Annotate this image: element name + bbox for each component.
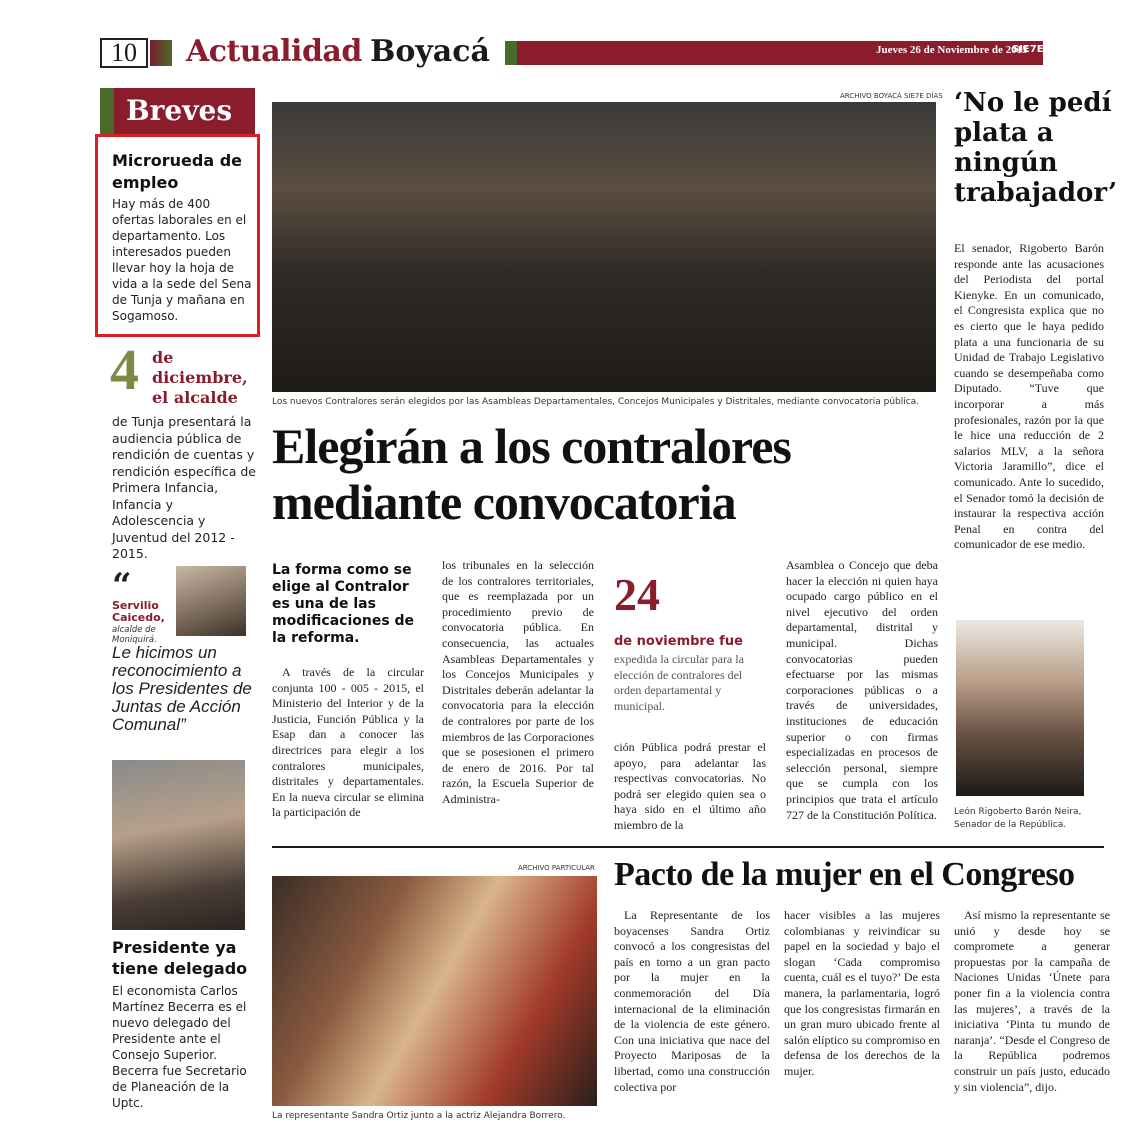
main-photo-caption: Los nuevos Contralores serán elegidos por las Asambleas Departamentales, Concejos Municipales y Distritales, mediante convocatoria pública. xyxy=(272,397,920,407)
bottom-column-1: La Representante de los boyacenses Sandra Ortiz convocó a los congresistas del país en torno a un gran pacto por la mujer en la conmemoración del Día internacional de la eliminación de la violencia de este género. Con una iniciativa que nace del Proyecto Mariposas de la libertad, como una construcción colectiva por xyxy=(614,908,770,1094)
side-headline: ‘No le pedí plata a ningún trabajador’ xyxy=(954,88,1118,208)
briefs-label: Breves xyxy=(126,94,233,127)
main-lead: La forma como se elige al Contralor es una de las modificaciones de la reforma. xyxy=(272,562,415,646)
brief-title-delegate: Presidente ya tiene delegado xyxy=(112,938,248,978)
senator-photo xyxy=(956,620,1084,796)
region-title: Boyacá xyxy=(370,34,490,69)
bottom-headline: Pacto de la mujer en el Congreso xyxy=(614,856,1075,893)
brief-text-job-fair: Hay más de 400 ofertas laborales en el departamento. Los interesados pueden llevar hoy la hoja de vida a la sede del Sena de Tunja y mañana en Sogamoso. xyxy=(112,197,252,323)
section-title: Actualidad xyxy=(186,34,362,69)
main-column-4: Asamblea o Concejo que deba hacer la elección ni quien haya ocupado cargo público en el nivel ejecutivo del orden departamental, distrital y municipal. Dichas convocatorias pueden efectuarse por las mismas corporaciones públicas o a través de universidades, instituciones de educación superior o con firmas especializadas en procesos de selección personal, siempre que se cumpla con los principios que trata el artículo 727 de la Constitución Política. xyxy=(786,558,938,822)
main-column-2: los tribunales en la selección de los contralores territoriales, que es reemplazada por un procedimiento previo de convocatoria pública. En consecuencia, las actuales Asambleas Departamentales y los Concejos Municipales y Distritales deberán adelantar la convocatoria para la elección de contralores por parte de los miembros de las Corporaciones que se posesionen el primero de enero de 2016. Por tal razón, la Escuela Superior de Administra- xyxy=(442,558,594,806)
brief-title-job-fair: Microrueda de empleo xyxy=(112,151,243,192)
brief-number-lead: de diciembre, el alcalde xyxy=(152,348,248,407)
header-accent-bar xyxy=(150,40,172,66)
quote-author-role: alcalde de Moniquirá. xyxy=(112,625,157,645)
main-headline: Elegirán a los contralores mediante convocatoria xyxy=(272,418,791,530)
brief-number: 4 xyxy=(110,337,139,402)
main-column-3: ción Pública podrá prestar el apoyo, para adelantar las respectivas convocatorias. No podrá ser elegido quien sea o haya sido en el último año miembro de la xyxy=(614,740,766,832)
highlight-number: 24 xyxy=(614,569,660,620)
senator-caption: León Rigoberto Barón Neira, Senador de la República. xyxy=(954,807,1082,830)
issue-date: Jueves 26 de Noviembre de 2015 xyxy=(876,44,1028,56)
bottom-column-2: hacer visibles a las mujeres colombianas y reivindicar su papel en la sociedad y bajo el slogan ‘Cada compromiso cuenta, cuál es el tuyo?’ De esta manera, la parlamentaria, logró que los congresistas firmarán en un gran muro ubicado frente al salón elíptico su compromiso en defensa de los derechos de la mujer. xyxy=(784,908,940,1078)
brief-text-delegate: El economista Carlos Martínez Becerra es el nuevo delegado del Presidente ante el Consejo Superior. Becerra fue Secretario de Planeación de la Uptc. xyxy=(112,984,247,1110)
page-number: 10 xyxy=(100,38,148,68)
section-divider xyxy=(272,846,1104,848)
main-photo-credit: ARCHIVO BOYACÁ SIE7E DÍAS xyxy=(840,92,943,100)
bottom-photo-caption: La representante Sandra Ortiz junto a la actriz Alejandra Borrero. xyxy=(272,1111,566,1121)
highlight-text: expedida la circular para la elección de contralores del orden departamental y municipal. xyxy=(614,652,744,713)
assembly-photo xyxy=(272,102,936,392)
quote-author: Servilio Caicedo, xyxy=(112,599,165,624)
bottom-column-3: Así mismo la representante se unió y desde hoy se compromete a generar propuestas por la campaña de Naciones Unidas ‘Únete para poner fin a la violencia contra las mujeres’, a través de la iniciativa ‘Pinta tu mundo de naranja’. “Desde el Congreso de la República podremos construir un país justo, educado y sin violencia”, dijo. xyxy=(954,908,1110,1094)
brief-number-text: de Tunja presentará la audiencia pública de rendición de cuentas y rendición específica de Primera Infancia, Infancia y Adolescencia y Juventud del 2012 - 2015. xyxy=(112,414,256,561)
bottom-photo-credit: ARCHIVO PARTICULAR xyxy=(518,864,595,872)
delegate-photo xyxy=(112,760,245,930)
header-band-accent xyxy=(505,41,517,65)
side-article-body: El senador, Rigoberto Barón responde ante las acusaciones del Periodista del portal Kienyke. En un comunicado, el Congresista explica que no es cierto que le haya pedido plata a una funcionaria de su Unidad de Trabajo Legislativo cuando se desempeñaba como Diputado. “Tuve que incorporar a más profesionales, razón por la que le hice una reducción de 2 salarios MLV, a la señora Victoria Jaramillo”, dice el comunicado. Ante lo sucedido, el Senador tomó la decisión de instaurar la respectiva acción Penal en contra del comunicador de ese medio. xyxy=(954,241,1104,552)
quote-icon: “ xyxy=(112,566,132,606)
quote-text: Le hicimos un reconocimiento a los Presidentes de Juntas de Acción Comunal” xyxy=(112,643,252,734)
highlight-lead: de noviembre fue xyxy=(614,634,743,649)
quote-author-photo xyxy=(176,566,246,636)
congress-event-photo xyxy=(272,876,597,1106)
main-column-1: A través de la circular conjunta 100 - 005 - 2015, el Ministerio del Interior y de la Justicia, Función Pública y la Esap dan a conocer las directrices para elegir a los contralores municipales, distritales y departamentales. En la nueva circular se elimina la participación de xyxy=(272,665,424,820)
newspaper-brand: SIE7E DÍAS xyxy=(1012,44,1074,55)
